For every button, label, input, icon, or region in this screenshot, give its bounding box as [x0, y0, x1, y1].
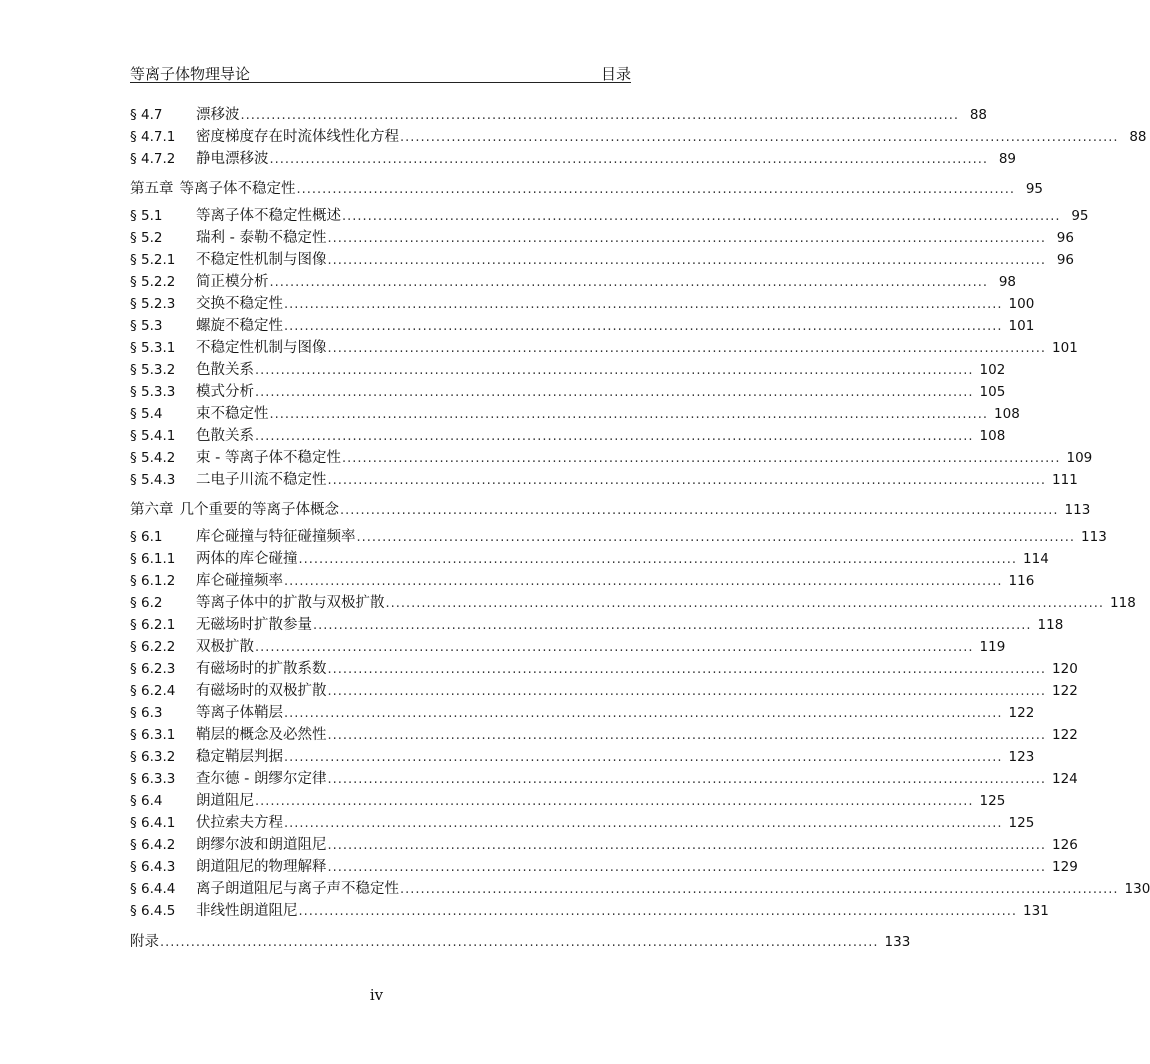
- dot-leader: ............................................................................................................................................: [284, 297, 1003, 312]
- dot-leader: ............................................................................................................................................: [269, 275, 989, 290]
- toc-entry-title: 漂移波: [196, 107, 240, 123]
- toc-entry-page: 102: [979, 362, 1006, 378]
- dot-leader: ............................................................................................................................................: [255, 640, 974, 655]
- toc-entry-number: § 6.2.3: [130, 661, 176, 677]
- toc-entry-number: § 6.2.2: [130, 639, 176, 655]
- toc-entry-page: 109: [1066, 450, 1093, 466]
- toc-entry-page: 124: [1051, 771, 1078, 787]
- dot-leader: ............................................................................................................................................: [284, 816, 1003, 831]
- toc-entry: [130, 316, 1035, 336]
- toc-entry-number: § 6.1.1: [130, 551, 176, 567]
- toc-entry-title: 二电子川流不稳定性: [196, 472, 327, 488]
- toc-entry-page: 123: [1008, 749, 1035, 765]
- toc-entry-page: 119: [979, 639, 1006, 655]
- page-number: iv: [369, 986, 384, 1004]
- toc-entry-title: 等离子体不稳定性: [179, 181, 296, 197]
- dot-leader: ............................................................................................................................................: [255, 429, 974, 444]
- toc-entry-number: § 6.4.4: [130, 881, 176, 897]
- dot-leader: ............................................................................................................................................: [327, 473, 1047, 488]
- toc-entry-page: 122: [1052, 683, 1078, 699]
- toc-entry-title: 等离子体不稳定性概述: [196, 208, 341, 224]
- toc-entry-number: 第五章: [130, 181, 174, 197]
- toc-entry: [130, 703, 1035, 723]
- toc-entry-title: 朗道阻尼的物理解释: [196, 859, 327, 875]
- dot-leader: ............................................................................................................................................: [240, 108, 960, 123]
- toc-entry-title: 离子朗道阻尼与离子声不稳定性: [196, 881, 399, 897]
- toc-entry-title: 有磁场时的扩散系数: [196, 661, 327, 677]
- toc-entry: [130, 615, 1064, 635]
- dot-leader: ............................................................................................................................................: [327, 231, 1046, 246]
- toc-entry-number: § 6.3.3: [130, 771, 176, 787]
- toc-entry-title: 束 - 等离子体不稳定性: [196, 450, 341, 466]
- toc-entry-page: 131: [1023, 903, 1049, 919]
- toc-entry: [130, 272, 1017, 292]
- toc-entry-number: § 5.4: [130, 406, 163, 422]
- toc-entry-page: 122: [1052, 727, 1078, 743]
- toc-entry: [130, 879, 1150, 899]
- toc-entry-page: 126: [1052, 837, 1078, 853]
- dot-leader: ............................................................................................................................................: [298, 552, 1018, 567]
- toc-entry-number: § 4.7: [130, 107, 163, 123]
- dot-leader: ............................................................................................................................................: [341, 451, 1061, 466]
- toc-entry-number: § 6.4.5: [130, 903, 176, 919]
- toc-entry-title: 不稳定性机制与图像: [196, 340, 327, 356]
- toc-entry-page: 95: [1071, 208, 1089, 224]
- toc-entry-number: § 5.2: [130, 230, 163, 246]
- toc-entry-number: § 6.1: [130, 529, 163, 545]
- toc-entry-number: § 5.1: [130, 208, 163, 224]
- dot-leader: ............................................................................................................................................: [255, 385, 974, 400]
- toc-entry-number: § 6.2: [130, 595, 163, 611]
- toc-entry-page: 114: [1023, 551, 1049, 567]
- toc-entry: [130, 228, 1074, 248]
- dot-leader: ............................................................................................................................................: [327, 662, 1047, 677]
- toc-entry-number: § 6.3: [130, 705, 163, 721]
- toc-entry-page: 130: [1124, 881, 1150, 897]
- toc-entry-number: § 5.4.1: [130, 428, 176, 444]
- dot-leader: ............................................................................................................................................: [298, 904, 1018, 919]
- toc-entry-number: § 6.4.2: [130, 837, 176, 853]
- dot-leader: ............................................................................................................................................: [296, 182, 1016, 197]
- toc-entry-title: 库仑碰撞与特征碰撞频率: [196, 529, 356, 545]
- dot-leader: ............................................................................................................................................: [313, 618, 1032, 633]
- toc-entry-title: 交换不稳定性: [196, 296, 283, 312]
- toc-entry-title: 色散关系: [196, 428, 254, 444]
- toc-entry: [130, 149, 1017, 169]
- toc-entry-title: 密度梯度存在时流体线性化方程: [196, 129, 399, 145]
- toc-entry-title: 螺旋不稳定性: [196, 318, 283, 334]
- toc-entry-title: 伏拉索夫方程: [196, 815, 283, 831]
- toc-entry-page: 101: [1008, 318, 1035, 334]
- toc-entry-page: 122: [1008, 705, 1035, 721]
- toc-entry: [130, 571, 1035, 591]
- toc-entry: [130, 747, 1035, 767]
- toc-entry-number: § 6.4: [130, 793, 163, 809]
- toc-entry: [130, 681, 1078, 701]
- toc-entry: [130, 549, 1049, 569]
- dot-leader: ............................................................................................................................................: [400, 882, 1119, 897]
- toc-entry-title: 等离子体中的扩散与双极扩散: [196, 595, 385, 611]
- toc-entry-page: 96: [1056, 252, 1075, 268]
- toc-entry-title: 不稳定性机制与图像: [196, 252, 327, 268]
- toc-chapter-entry: [130, 500, 1091, 520]
- toc-entry-page: 100: [1008, 296, 1035, 312]
- toc-entry-number: § 4.7.2: [130, 151, 176, 167]
- dot-leader: ............................................................................................................................................: [385, 596, 1105, 611]
- dot-leader: ............................................................................................................................................: [400, 130, 1119, 145]
- dot-leader: ............................................................................................................................................: [327, 728, 1047, 743]
- toc-entry-page: 108: [979, 428, 1006, 444]
- dot-leader: ............................................................................................................................................: [284, 574, 1003, 589]
- dot-leader: ............................................................................................................................................: [269, 152, 989, 167]
- toc-entry-page: 88: [1129, 129, 1147, 145]
- toc-entry: [130, 813, 1035, 833]
- toc-entry: [130, 294, 1035, 314]
- toc-entry-title: 等离子体鞘层: [196, 705, 283, 721]
- toc-entry-number: § 6.4.1: [130, 815, 176, 831]
- toc-entry-page: 118: [1037, 617, 1064, 633]
- toc-entry-title: 无磁场时扩散参量: [196, 617, 312, 633]
- toc-entry-number: § 6.1.2: [130, 573, 176, 589]
- toc-entry-number: § 5.4.3: [130, 472, 176, 488]
- toc-entry: [130, 835, 1078, 855]
- toc-entry: [130, 791, 1006, 811]
- toc-entry: [130, 725, 1078, 745]
- toc-entry-page: 129: [1052, 859, 1078, 875]
- dot-leader: ............................................................................................................................................: [255, 794, 974, 809]
- toc-chapter-entry: [130, 932, 911, 952]
- toc-entry-page: 120: [1052, 661, 1078, 677]
- toc-entry-title: 束不稳定性: [196, 406, 269, 422]
- dot-leader: ............................................................................................................................................: [269, 407, 989, 422]
- toc-entry-number: § 5.4.2: [130, 450, 176, 466]
- toc-entry-page: 125: [979, 793, 1006, 809]
- toc-entry-page: 98: [998, 274, 1017, 290]
- running-header: [130, 60, 631, 83]
- toc-entry: [130, 527, 1107, 547]
- toc-entry-number: § 6.2.4: [130, 683, 176, 699]
- toc-entry: [130, 857, 1078, 877]
- toc-entry-title: 朗缪尔波和朗道阻尼: [196, 837, 327, 853]
- toc-entry-number: § 6.4.3: [130, 859, 176, 875]
- toc-entry: [130, 206, 1089, 226]
- toc-entry-page: 125: [1008, 815, 1035, 831]
- toc-entry-page: 133: [884, 934, 911, 950]
- toc-entry: [130, 637, 1006, 657]
- toc-entry: [130, 901, 1049, 921]
- toc-entry-page: 96: [1056, 230, 1074, 246]
- toc-entry: [130, 127, 1147, 147]
- dot-leader: ............................................................................................................................................: [284, 319, 1003, 334]
- toc-entry-title: 两体的库仑碰撞: [196, 551, 298, 567]
- dot-leader: ............................................................................................................................................: [327, 860, 1047, 875]
- toc-entry-number: § 6.2.1: [130, 617, 176, 633]
- toc-entry-title: 查尔德 - 朗缪尔定律: [196, 771, 327, 787]
- dot-leader: ............................................................................................................................................: [327, 838, 1047, 853]
- toc-entry-title: 双极扩散: [196, 639, 254, 655]
- toc-entry-title: 非线性朗道阻尼: [196, 903, 298, 919]
- dot-leader: ............................................................................................................................................: [327, 341, 1047, 356]
- toc-entry-page: 95: [1025, 181, 1044, 197]
- toc-entry-page: 108: [994, 406, 1020, 422]
- toc-entry: [130, 404, 1020, 424]
- toc-entry: [130, 105, 988, 125]
- toc-entry: [130, 470, 1078, 490]
- toc-entry-title: 几个重要的等离子体概念: [179, 502, 339, 518]
- toc-entry-title: 简正模分析: [196, 274, 269, 290]
- toc-entry-title: 稳定鞘层判据: [196, 749, 283, 765]
- toc-entry-number: § 5.3.2: [130, 362, 176, 378]
- toc-entry: [130, 382, 1006, 402]
- toc-entry-number: § 5.2.3: [130, 296, 176, 312]
- toc-entry-title: 附录: [130, 934, 159, 950]
- toc-entry-number: § 5.3: [130, 318, 163, 334]
- toc-entry-number: 第六章: [130, 502, 174, 518]
- dot-leader: ............................................................................................................................................: [284, 706, 1003, 721]
- book-title: 等离子体物理导论: [130, 65, 251, 83]
- dot-leader: ............................................................................................................................................: [327, 772, 1046, 787]
- toc-entry: [130, 448, 1093, 468]
- toc-entry-title: 鞘层的概念及必然性: [196, 727, 327, 743]
- toc-entry-number: § 5.3.3: [130, 384, 176, 400]
- toc-entry-page: 116: [1008, 573, 1035, 589]
- toc-entry-title: 静电漂移波: [196, 151, 269, 167]
- toc-entry-title: 有磁场时的双极扩散: [196, 683, 327, 699]
- dot-leader: ............................................................................................................................................: [356, 530, 1076, 545]
- dot-leader: ............................................................................................................................................: [340, 503, 1059, 518]
- toc-entry: [130, 659, 1078, 679]
- toc-entry: [130, 338, 1078, 358]
- toc-entry: [130, 360, 1006, 380]
- dot-leader: ............................................................................................................................................: [327, 253, 1047, 268]
- toc-entry-number: § 4.7.1: [130, 129, 176, 145]
- toc-entry-page: 111: [1052, 472, 1078, 488]
- toc-entry-number: § 6.3.2: [130, 749, 176, 765]
- dot-leader: ............................................................................................................................................: [160, 935, 879, 950]
- dot-leader: ............................................................................................................................................: [327, 684, 1047, 699]
- toc-entry: [130, 593, 1136, 613]
- toc-entry-page: 88: [969, 107, 988, 123]
- toc-entry-number: § 5.2.1: [130, 252, 176, 268]
- toc-entry-page: 101: [1052, 340, 1078, 356]
- toc-entry-title: 瑞利 - 泰勒不稳定性: [196, 230, 327, 246]
- toc-entry-title: 库仑碰撞频率: [196, 573, 283, 589]
- dot-leader: ............................................................................................................................................: [284, 750, 1003, 765]
- toc-entry: [130, 250, 1075, 270]
- toc-entry-page: 113: [1081, 529, 1107, 545]
- toc-entry-number: § 6.3.1: [130, 727, 176, 743]
- dot-leader: ............................................................................................................................................: [342, 209, 1061, 224]
- toc-entry-number: § 5.3.1: [130, 340, 176, 356]
- section-label: 目录: [600, 65, 631, 83]
- toc-chapter-entry: [130, 179, 1044, 199]
- toc-entry-page: 89: [998, 151, 1017, 167]
- toc-entry: [130, 426, 1006, 446]
- toc-entry-title: 朗道阻尼: [196, 793, 254, 809]
- dot-leader: ............................................................................................................................................: [255, 363, 974, 378]
- toc-entry-page: 113: [1064, 502, 1091, 518]
- toc-entry-title: 模式分析: [196, 384, 254, 400]
- toc-entry-title: 色散关系: [196, 362, 254, 378]
- toc-entry: [130, 769, 1078, 789]
- toc-entry-page: 118: [1110, 595, 1136, 611]
- toc-entry-number: § 5.2.2: [130, 274, 176, 290]
- toc-entry-page: 105: [979, 384, 1006, 400]
